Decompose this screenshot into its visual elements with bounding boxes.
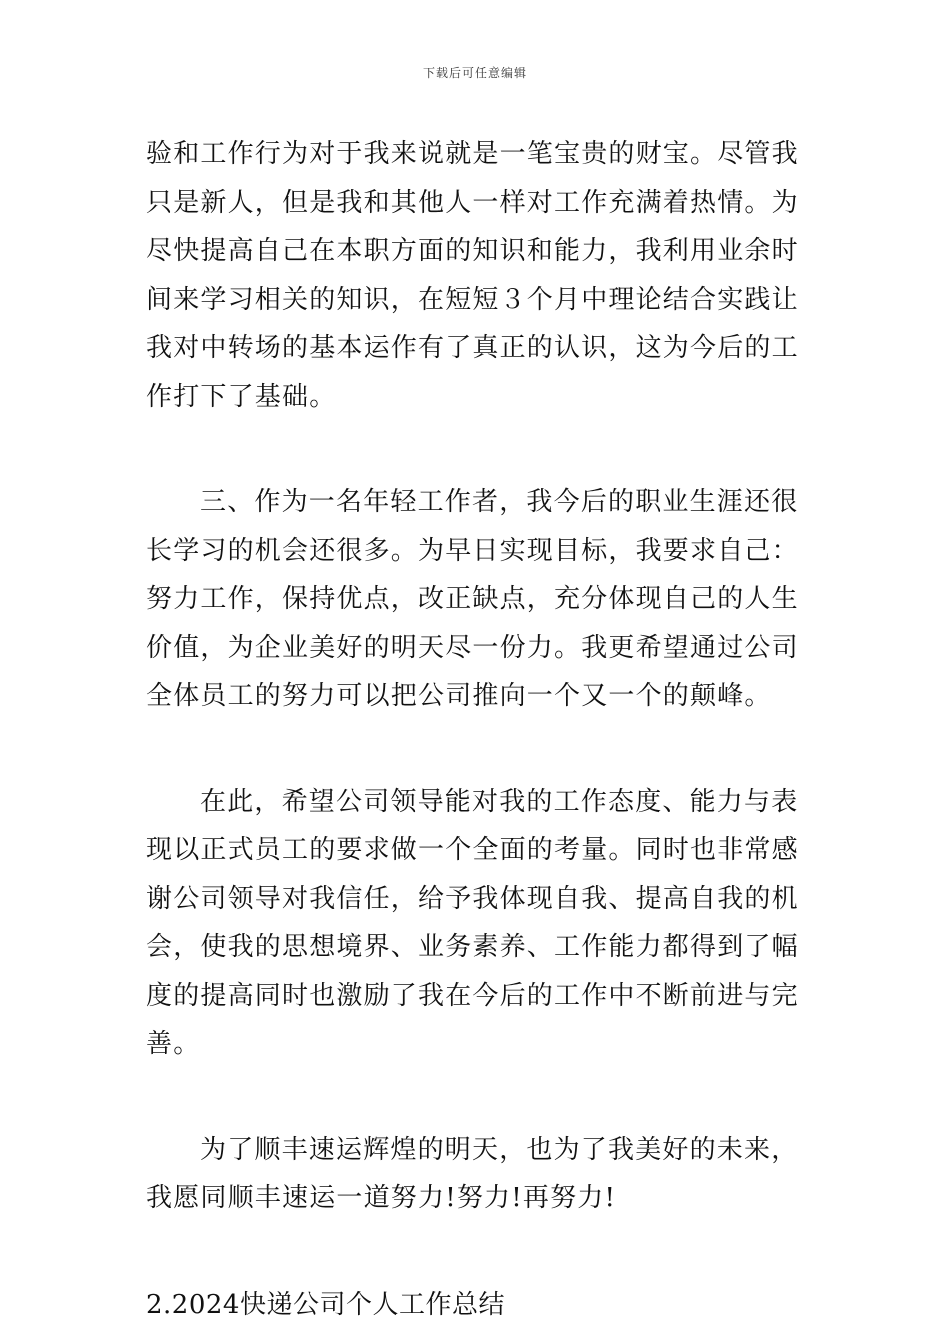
paragraph-4: 为了顺丰速运辉煌的明天，也为了我美好的未来，我愿同顺丰速运一道努力!努力!再努力!	[146, 1134, 799, 1213]
paragraph-2: 三、作为一名年轻工作者，我今后的职业生涯还很长学习的机会还很多。为早日实现目标，我要求自己：努力工作，保持优点，改正缺点，充分体现自己的人生价值，为企业美好的明天尽一份力。我更希望通过公司全体员工的努力可以把公司推向一个又一个的颠峰。	[146, 487, 799, 711]
page-header-note: 下载后可任意编辑	[422, 66, 527, 80]
document-body	[146, 130, 806, 1329]
paragraph-1: 验和工作行为对于我来说就是一笔宝贵的财宝。尽管我只是新人，但是我和其他人一样对工作充满着热情。为尽快提高自己在本职方面的知识和能力，我利用业余时间来学习相关的知识，在短短３个月中理论结合实践让我对中转场的基本运作有了真正的认识，这为今后的工作打下了基础。	[146, 139, 799, 412]
paragraph-3: 在此，希望公司领导能对我的工作态度、能力与表现以正式员工的要求做一个全面的考量。同时也非常感谢公司领导对我信任，给予我体现自我、提高自我的机会，使我的思想境界、业务素养、工作能力都得到了幅度的提高同时也激励了我在今后的工作中不断前进与完善。	[146, 786, 799, 1059]
section-heading: 2.2024快递公司个人工作总结	[146, 1289, 505, 1320]
